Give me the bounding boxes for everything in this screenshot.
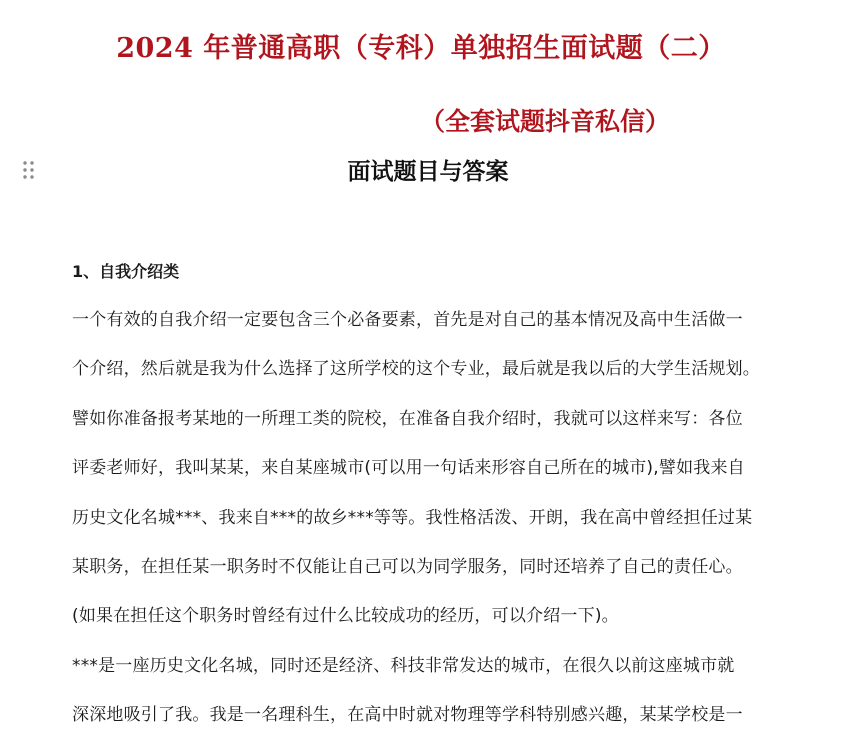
body-line: 历史文化名城***、我来自***的故乡***等等。我性格活泼、开朗，我在高中曾经担任过某: [72, 507, 753, 528]
body-line: 评委老师好，我叫某某，来自某座城市(可以用一句话来形容自己所在的城市),譬如我来自: [72, 458, 745, 479]
body-line: 个介绍，然后就是我为什么选择了这所学校的这个专业，最后就是我以后的大学生活规划。: [72, 359, 760, 380]
body-line: 深深地吸引了我。我是一名理科生，在高中时就对物理等学科特别感兴趣，某某学校是一: [72, 705, 743, 726]
answer-body: [72, 300, 788, 745]
body-line: 一个有效的自我介绍一定要包含三个必备要素，首先是对自己的基本情况及高中生活做一: [72, 310, 743, 330]
body-line: (如果在担任这个职务时曾经有过什么比较成功的经历，可以介绍一下)。: [72, 606, 619, 627]
section-heading: 面试题目与答案: [347, 158, 509, 185]
body-line: 某职务，在担任某一职务时不仅能让自己可以为同学服务，同时还培养了自己的责任心。: [72, 556, 743, 577]
document-subtitle: （全套试题抖音私信）: [420, 107, 671, 136]
question-heading: 1、自我介绍类: [72, 262, 180, 281]
document-title: 2024 年普通高职（专科）单独招生面试题（二）: [116, 33, 726, 64]
body-line: ***是一座历史文化名城，同时还是经济、科技非常发达的城市，在很久以前这座城市就: [72, 655, 735, 676]
body-line: 譬如你准备报考某地的一所理工类的院校，在准备自我介绍时，我就可以这样来写：各位: [72, 408, 743, 429]
